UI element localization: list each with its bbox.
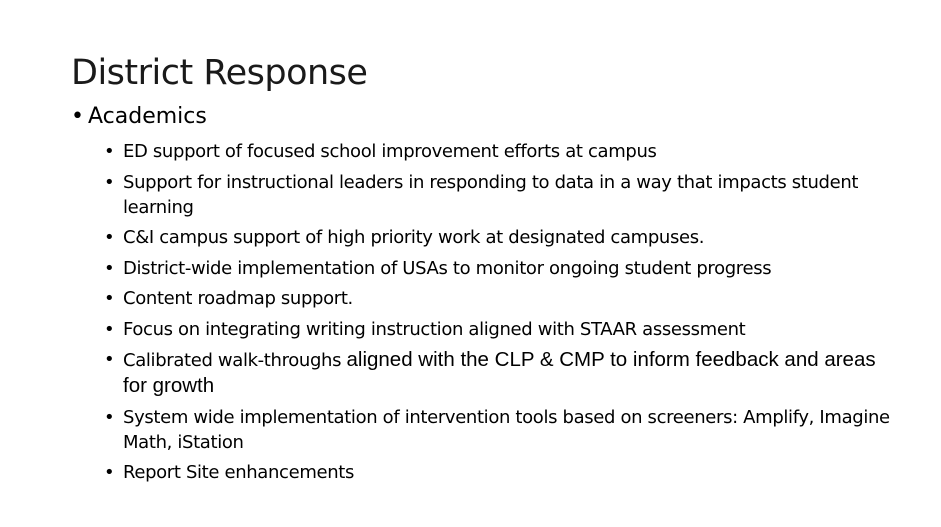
list-item [104,286,904,311]
list-item [104,405,904,455]
bullet-dot: • [104,171,115,193]
list-item-text-part: aligned with the CLP & CMP to inform feedback and areas for growth [123,348,876,397]
bullet-dot: • [104,227,115,248]
bullet-dot: • [104,406,115,428]
bullet-list [104,139,904,491]
bullet-dot: • [104,318,115,340]
section-bullet: • [71,104,84,129]
bullet-dot: • [104,288,115,309]
list-item [104,256,904,281]
list-item-text: District-wide implementation of USAs to monitor ongoing student progress [123,257,772,279]
bullet-dot: • [104,349,115,370]
list-item [104,317,904,342]
list-item-text-part: Calibrated walk-throughs [123,350,347,371]
list-item-text: System wide implementation of intervention tools based on screeners: Amplify, Imagine Math, iStation [123,406,890,453]
list-item [104,139,904,164]
list-item-text: Support for instructional leaders in responding to data in a way that impacts student learning [123,171,859,218]
list-item-text: ED support of focused school improvement efforts at campus [123,141,657,162]
slide-title: District Response [71,53,368,93]
list-item [104,347,904,399]
bullet-dot: • [104,257,115,279]
list-item-text: Report Site enhancements [123,462,355,483]
list-item [104,170,904,220]
bullet-dot: • [104,462,115,483]
list-item [104,225,904,250]
list-item-text: C&I campus support of high priority work at designated campuses. [123,227,705,248]
list-item-text: Content roadmap support. [123,288,353,309]
bullet-dot: • [104,141,115,162]
list-item-text: Focus on integrating writing instruction aligned with STAAR assessment [123,318,746,340]
section-heading [71,104,207,129]
section-label: Academics [88,104,207,129]
list-item [104,460,904,485]
